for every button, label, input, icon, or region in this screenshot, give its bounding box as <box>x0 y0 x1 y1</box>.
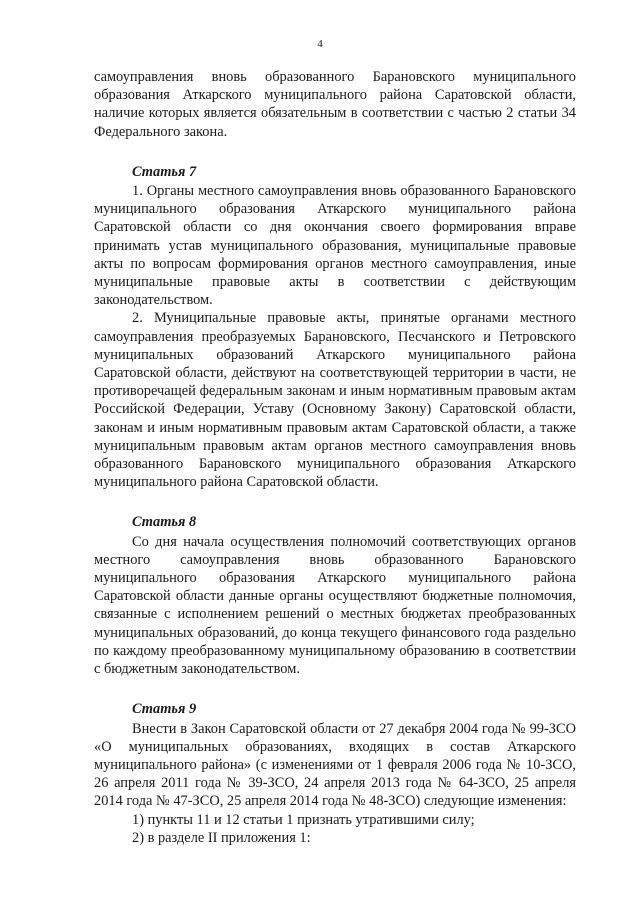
article-9-paragraph-1: Внести в Закон Саратовской области от 27 декабря 2004 года № 99-ЗСО «О муниципальных образованиях, входящих в состав Аткарского муниципального района» (с изменениями от 1 февраля 2006 года № 10-ЗСО, 26 апреля 2011 года № 39-ЗСО, 24 апреля 2013 года № 64-ЗСО, 25 апреля 2014 года № 47-ЗСО, 25 апреля 2014 года № 48-ЗСО) следующие изменения: <box>94 720 576 810</box>
article-7-heading: Статья 7 <box>132 163 197 180</box>
article-9-item-2: 2) в разделе II приложения 1: <box>132 829 311 846</box>
article-7-paragraph-1: 1. Органы местного самоуправления вновь образованного Барановского муниципального образования Аткарского муниципального района Саратовской области со дня окончания своего формирования вправе принимать устав муниципального образования, муниципальные правовые акты по вопросам формирования органов местного самоуправления, иные муниципальные правовые акты в соответствии с действующим законодательством. <box>94 183 576 309</box>
article-8-paragraph-1: Со дня начала осуществления полномочий соответствующих органов местного самоуправления вновь образованного Барановского муниципального образования Аткарского муниципального района Саратовской области данные органы осуществляют бюджетные полномочия, связанные с исполнением решений о местных бюджетах преобразованных муниципальных образований, до конца текущего финансового года раздельно по каждому преобразованному муниципальному образованию в соответствии с бюджетным законодательством. <box>94 533 576 678</box>
document-body <box>94 68 576 847</box>
intro-paragraph: самоуправления вновь образованного Барановского муниципального образования Аткарского муниципального района Саратовской области, наличие которых является обязательным в соответствии с частью 2 статьи 34 Федерального закона. <box>94 69 576 140</box>
article-8-heading: Статья 8 <box>132 514 197 531</box>
article-9-item-1: 1) пункты 11 и 12 статьи 1 признать утратившими силу; <box>132 811 475 828</box>
article-7-paragraph-2: 2. Муниципальные правовые акты, принятые органами местного самоуправления преобразуемых Барановского, Песчанского и Петровского муниципальных образований Аткарского муниципального района Саратовской области, действуют на соответствующей территории в части, не противоречащей федеральным законам и иным нормативным правовым актам Российской Федерации, Уставу (Основному Закону) Саратовской области, законам и иным нормативным правовым актам Саратовской области, а также муниципальным правовым актам органов местного самоуправления вновь образованного Барановского муниципального образования Аткарского муниципального района Саратовской области. <box>94 310 576 491</box>
page-number: 4 <box>317 38 323 50</box>
article-9-heading: Статья 9 <box>132 701 197 718</box>
